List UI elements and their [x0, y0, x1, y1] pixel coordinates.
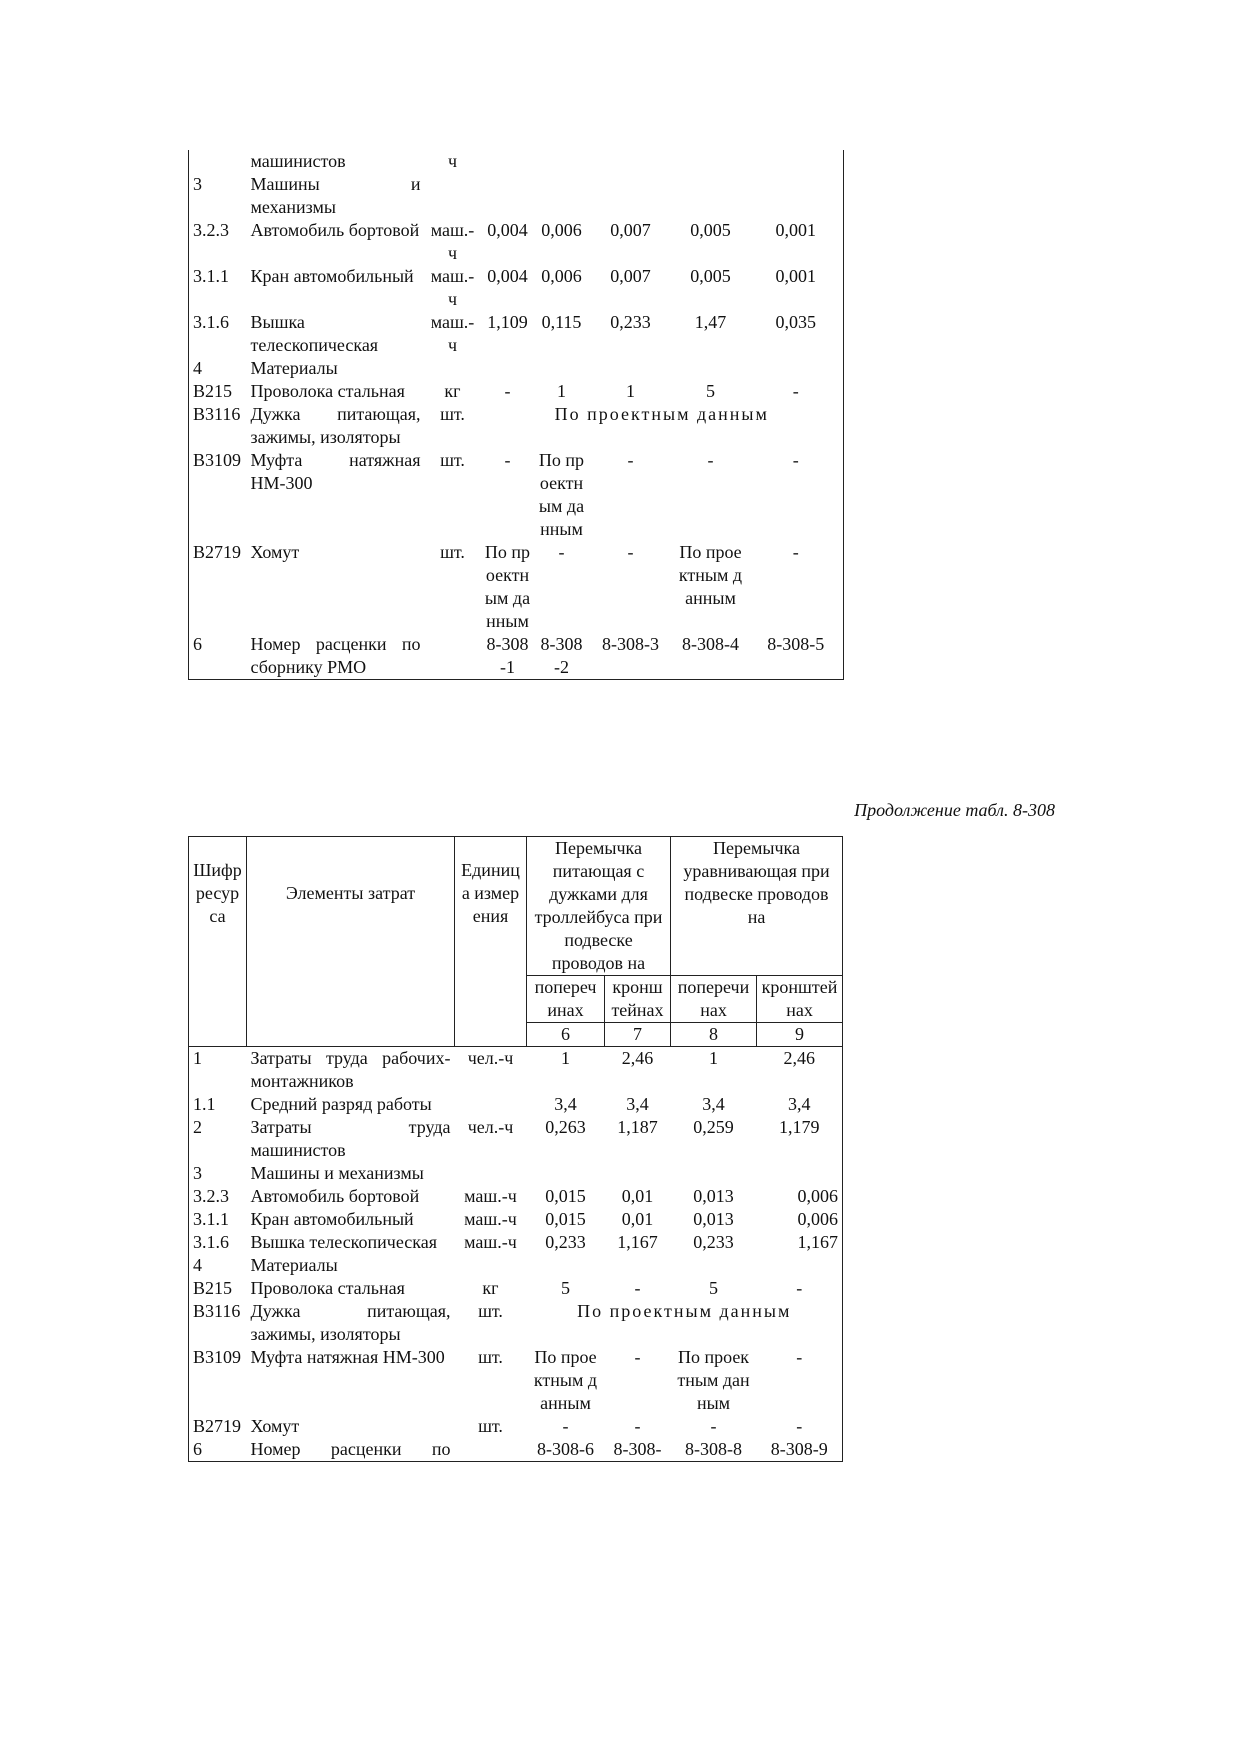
- value-cell: 0,004: [487, 266, 528, 286]
- value-cell: 3,4: [788, 1094, 811, 1114]
- value-cell: 0,006: [541, 266, 582, 286]
- name-cell: Материалы: [250, 1255, 338, 1275]
- value-cell: -: [558, 542, 565, 562]
- value-cell: [535, 150, 589, 173]
- value-cell: 0,004: [487, 220, 528, 240]
- value-cell: 0,263: [545, 1117, 586, 1137]
- value-cell: 0,01: [621, 1209, 654, 1229]
- name-cell: машинистов: [250, 151, 346, 171]
- value-cell: 0,001: [775, 220, 816, 240]
- code-cell: 4: [193, 358, 202, 378]
- value-cell: 8-308-3: [602, 634, 659, 654]
- value-cell: [673, 150, 749, 173]
- code-cell: 1.1: [193, 1094, 216, 1114]
- unit-cell: чел.-ч: [467, 1117, 514, 1137]
- value-cell: 2,46: [621, 1048, 654, 1068]
- table-row: [189, 1231, 843, 1254]
- unit-cell: [455, 1162, 527, 1185]
- spanned-value-cell: По проектным данным: [554, 404, 769, 424]
- name-cell: Номер расценки по: [250, 1439, 451, 1459]
- value-cell: 0,035: [775, 312, 816, 332]
- name-cell: Дужка питающая, зажимы, изоляторы: [250, 404, 421, 447]
- code-cell: В215: [193, 1278, 233, 1298]
- header-sub: поперечинах: [671, 976, 757, 1023]
- table-row: [189, 265, 844, 311]
- value-cell: 5: [561, 1278, 570, 1298]
- value-cell: 0,013: [693, 1186, 734, 1206]
- value-cell: 0,013: [693, 1209, 734, 1229]
- code-cell: 1: [193, 1048, 202, 1068]
- table-row: [189, 449, 844, 541]
- value-cell: 0,015: [545, 1186, 586, 1206]
- code-cell: В2719: [193, 542, 242, 562]
- value-cell: 8-308-: [613, 1439, 662, 1459]
- name-cell: Проволока стальная: [250, 381, 405, 401]
- value-cell: 0,007: [610, 220, 651, 240]
- unit-cell: чел.-ч: [467, 1048, 514, 1068]
- value-cell: 8-308-5: [767, 634, 825, 654]
- value-cell: 0,006: [797, 1186, 839, 1206]
- value-cell: 3,4: [702, 1094, 725, 1114]
- header-sub: поперечинах: [527, 976, 605, 1023]
- unit-cell: шт.: [478, 1416, 503, 1436]
- unit-cell: маш.-ч: [430, 266, 475, 309]
- value-cell: -: [504, 381, 511, 401]
- value-cell: [749, 150, 844, 173]
- table-row: [189, 1254, 843, 1277]
- name-cell: Затраты труда рабочих-монтажников: [250, 1048, 451, 1091]
- name-cell: Кран автомобильный: [250, 266, 414, 286]
- header-num: 7: [605, 1023, 671, 1047]
- name-cell: Муфта натяжная НМ-300: [250, 450, 421, 493]
- value-cell: -: [627, 542, 634, 562]
- value-cell: 0,233: [693, 1232, 734, 1252]
- table-row: [189, 1346, 843, 1415]
- header-sub: кронштейнах: [757, 976, 843, 1023]
- unit-cell: [455, 1093, 527, 1116]
- value-cell: 0,007: [610, 266, 651, 286]
- value-cell: 0,006: [541, 220, 582, 240]
- header-num: 8: [671, 1023, 757, 1047]
- unit-cell: шт.: [440, 542, 465, 562]
- name-cell: Проволока стальная: [250, 1278, 405, 1298]
- value-cell: 5: [706, 381, 715, 401]
- table-row: [189, 1277, 843, 1300]
- code-cell: 3.1.6: [193, 1232, 229, 1252]
- name-cell: Муфта натяжная НМ-300: [250, 1347, 445, 1367]
- unit-cell: [455, 1438, 527, 1462]
- code-cell: В215: [193, 381, 233, 401]
- table-row: [189, 1185, 843, 1208]
- spanned-value-cell: По проектным данным: [577, 1301, 792, 1321]
- code-cell: 6: [193, 1439, 202, 1459]
- value-cell: 1,167: [797, 1232, 839, 1252]
- table-row: [189, 633, 844, 680]
- value-cell: 1,47: [694, 312, 727, 332]
- header-sub: кронштейнах: [605, 976, 671, 1023]
- value-cell: -: [634, 1416, 641, 1436]
- unit-cell: [425, 173, 481, 219]
- value-cell: 0,001: [775, 266, 816, 286]
- unit-cell: маш.-ч: [464, 1186, 517, 1206]
- name-cell: Кран автомобильный: [250, 1209, 414, 1229]
- value-cell: -: [627, 450, 634, 470]
- name-cell: Автомобиль бортовой: [250, 220, 420, 240]
- table-caption: Продолжение табл. 8-308: [854, 800, 1055, 820]
- value-cell: 1: [561, 1048, 570, 1068]
- code-cell: 3.1.1: [193, 266, 229, 286]
- header-unit: Единица измерения: [455, 837, 527, 1047]
- header-elements: Элементы затрат: [247, 837, 455, 1047]
- code-cell: [189, 150, 247, 173]
- code-cell: 3: [193, 1163, 202, 1183]
- value-cell: 0,233: [545, 1232, 586, 1252]
- table-row: [189, 150, 844, 173]
- value-cell: 0,01: [621, 1186, 654, 1206]
- unit-cell: маш.-ч: [430, 312, 475, 355]
- value-cell: 8-308-6: [537, 1439, 594, 1459]
- table-row: [189, 1093, 843, 1116]
- value-cell: -: [796, 1416, 803, 1436]
- unit-cell: ч: [447, 151, 458, 171]
- header-group-2: Перемычка уравнивающая при подвеске проводов на: [671, 837, 843, 976]
- unit-cell: [425, 357, 481, 380]
- unit-cell: шт.: [478, 1347, 503, 1367]
- name-cell: Машины и механизмы: [250, 174, 421, 217]
- code-cell: В2719: [193, 1416, 242, 1436]
- value-cell: 8-308-9: [770, 1439, 828, 1459]
- value-cell: 1,167: [617, 1232, 658, 1252]
- code-cell: 2: [193, 1117, 202, 1137]
- name-cell: Средний разряд работы: [250, 1094, 432, 1114]
- table-row: [189, 311, 844, 357]
- value-cell: -: [504, 450, 511, 470]
- header-num: 9: [757, 1023, 843, 1047]
- name-cell: Вышка телескопическая: [250, 1232, 438, 1252]
- value-cell: 1,187: [617, 1117, 658, 1137]
- value-cell: -: [796, 1347, 803, 1367]
- value-cell: По проектным данным: [678, 542, 743, 608]
- name-cell: Хомут: [250, 1416, 300, 1436]
- value-cell: -: [562, 1416, 569, 1436]
- table-row: [189, 1438, 843, 1462]
- unit-cell: шт.: [440, 404, 465, 424]
- code-cell: 3.1.1: [193, 1209, 229, 1229]
- value-cell: 1: [557, 381, 566, 401]
- value-cell: 1,179: [779, 1117, 820, 1137]
- unit-cell: кг: [482, 1278, 499, 1298]
- name-cell: Вышка телескопическая: [250, 312, 379, 355]
- value-cell: [589, 150, 673, 173]
- code-cell: В3116: [193, 1301, 241, 1321]
- unit-cell: маш.-ч: [430, 220, 475, 263]
- value-cell: 3,4: [626, 1094, 649, 1114]
- value-cell: 0,115: [541, 312, 582, 332]
- code-cell: В3109: [193, 450, 242, 470]
- code-cell: 3.2.3: [193, 1186, 229, 1206]
- unit-cell: шт.: [478, 1301, 503, 1321]
- header-row: [189, 837, 843, 976]
- name-cell: Машины и механизмы: [250, 1163, 424, 1183]
- header-code: Шифр ресурса: [189, 837, 247, 1047]
- table-row: [189, 380, 844, 403]
- value-cell: -: [792, 381, 799, 401]
- table-row: [189, 1300, 843, 1346]
- table-row: [189, 219, 844, 265]
- code-cell: 4: [193, 1255, 202, 1275]
- table-row: [189, 403, 844, 449]
- table-row: [189, 1415, 843, 1438]
- value-cell: 0,233: [610, 312, 651, 332]
- table-row: [189, 1208, 843, 1231]
- table-row: [189, 357, 844, 380]
- unit-cell: [455, 1254, 527, 1277]
- code-cell: В3116: [193, 404, 241, 424]
- name-cell: Автомобиль бортовой: [250, 1186, 420, 1206]
- name-cell: Дужка питающая, зажимы, изоляторы: [250, 1301, 451, 1344]
- value-cell: 3,4: [554, 1094, 577, 1114]
- table-row: [189, 1116, 843, 1162]
- value-cell: По проектным данным: [533, 1347, 598, 1413]
- value-cell: По проектным данным: [484, 542, 531, 631]
- unit-cell: кг: [444, 381, 461, 401]
- value-cell: По проектным данным: [538, 450, 585, 539]
- table-row: [189, 1047, 843, 1094]
- table-part-1: [188, 150, 844, 680]
- value-cell: 2,46: [783, 1048, 816, 1068]
- value-cell: -: [796, 1278, 803, 1298]
- code-cell: 3: [193, 174, 202, 194]
- unit-cell: маш.-ч: [464, 1232, 517, 1252]
- value-cell: 0,005: [690, 266, 731, 286]
- code-cell: 6: [193, 634, 202, 654]
- name-cell: Затраты труда машинистов: [250, 1117, 451, 1160]
- value-cell: 1,109: [487, 312, 528, 332]
- header-num: 6: [527, 1023, 605, 1047]
- value-cell: -: [707, 450, 714, 470]
- unit-cell: маш.-ч: [464, 1209, 517, 1229]
- value-cell: 1: [626, 381, 635, 401]
- value-cell: По проектным данным: [677, 1347, 750, 1413]
- value-cell: 8-308-4: [682, 634, 739, 654]
- value-cell: 1: [709, 1048, 719, 1068]
- value-cell: 0,005: [690, 220, 731, 240]
- value-cell: [481, 150, 535, 173]
- value-cell: 8-308-2: [540, 634, 583, 677]
- name-cell: Материалы: [250, 358, 338, 378]
- value-cell: 5: [709, 1278, 719, 1298]
- code-cell: 3.2.3: [193, 220, 229, 240]
- value-cell: -: [792, 450, 799, 470]
- name-cell: Номер расценки по сборнику РМО: [250, 634, 421, 677]
- value-cell: -: [710, 1416, 717, 1436]
- value-cell: -: [634, 1347, 641, 1367]
- table-row: [189, 541, 844, 633]
- value-cell: -: [634, 1278, 641, 1298]
- unit-cell: [425, 633, 481, 680]
- name-cell: Хомут: [250, 542, 300, 562]
- table-row: [189, 1162, 843, 1185]
- value-cell: -: [792, 542, 799, 562]
- code-cell: 3.1.6: [193, 312, 229, 332]
- value-cell: 0,006: [797, 1209, 839, 1229]
- header-group-1: Перемычка питающая с дужками для троллейбуса при подвеске проводов на: [527, 837, 671, 976]
- value-cell: 0,015: [545, 1209, 586, 1229]
- value-cell: 8-308-1: [486, 634, 529, 677]
- table-row: [189, 173, 844, 219]
- code-cell: В3109: [193, 1347, 242, 1367]
- value-cell: 0,259: [693, 1117, 734, 1137]
- table-part-2: [188, 836, 843, 1462]
- value-cell: 8-308-8: [685, 1439, 743, 1459]
- unit-cell: шт.: [440, 450, 465, 470]
